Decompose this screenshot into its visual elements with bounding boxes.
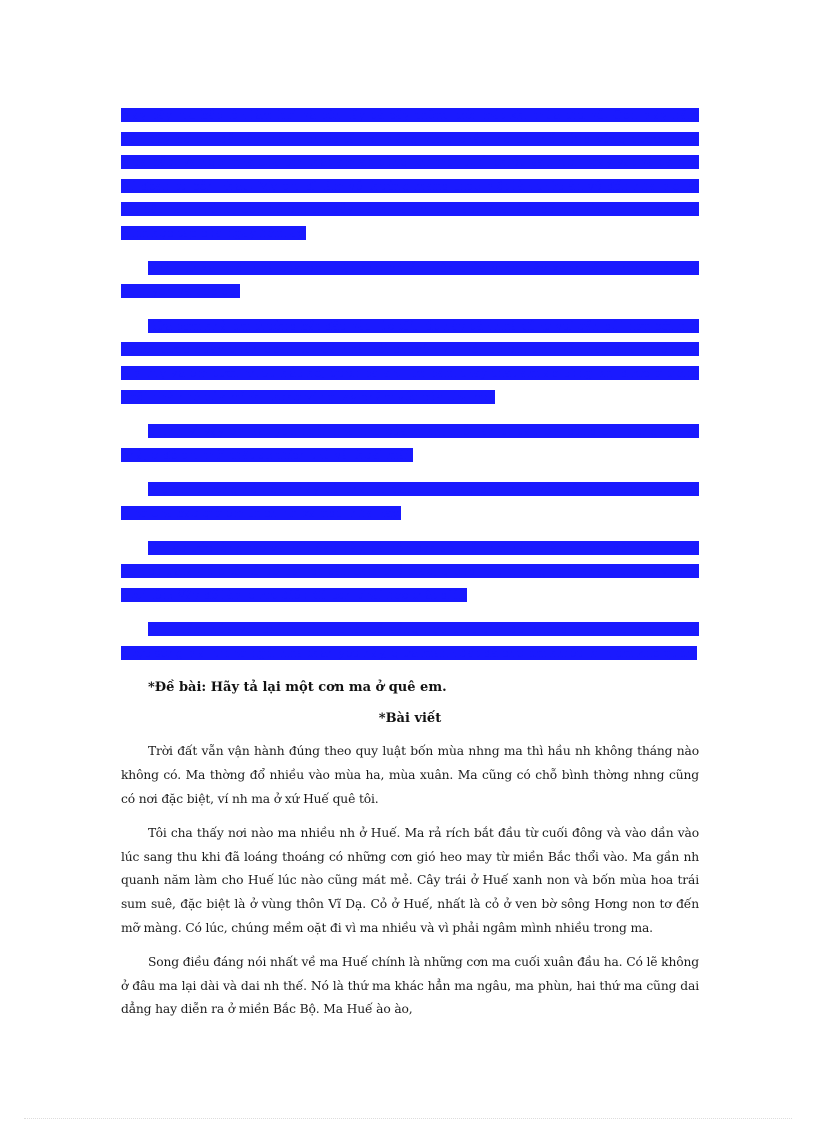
prompt-heading: *Đề bài: Hãy tả lại một cơn ma ở quê em. bbox=[148, 680, 447, 696]
highlighted-paragraph: Chính vì vậy em rất yêu ngôi nhà nhỏ của mình, mỗi lần đi đâu em cũng chỉ mong trở về nhà, ở đó em mới thật sự thích thú và thoải mái. bbox=[121, 424, 699, 462]
highlighted-paragraph: Nhìn từ xa ngôi nhà của em thật nhỏ bé ẩn hiện giữa vườn cây xanh tốt. Trông nó thật bình yên và đẹp đẽ. bbox=[121, 260, 699, 299]
highlighted-paragraph: Mẹ em thường nói: Sau này dù phải đi đâu con cũng phải nhớ về ngôi nhà này nhé. Thật lòng cha bao giờ em thích rời xa ngôi nhà này. bbox=[121, 482, 699, 520]
highlighted-paragraph: Em ao ước lòng mẹ và nói: Sau này, cả bên con sẽ biến nơi này thành một ngôi biệt thự to hơn có gara để ô tô, tô bể bơi, có sân chơi thể thao, giống như những ngôi nhà ở trên ti vi. Mẹ cười lên: Vậy để làm được điều đó con phải học thật giỏi. bbox=[121, 540, 699, 602]
essay-title: *Bài viết bbox=[378, 711, 442, 727]
page-bottom-divider bbox=[24, 1118, 792, 1119]
essay-paragraph: Tôi cha thấy nơi nào ma nhiều nh ở Huế. Ma rả rích bắt đầu từ cuối đông và vào dần vào lúc sang thu khi đã loáng thoáng có những cơn gió heo may từ miền Bắc thổi vào. Ma gần nh quanh năm làm cho Huế lúc nào cũng mát mẻ. Cây trái ở Huế xanh non và bốn mùa hoa trái sum suê, đặc biệt là ở vùng thôn Vĩ Dạ. Cỏ ở Huế, nhất là cỏ ở ven bờ sông Hơng non tơ đến mỡ màng. Có lúc, chúng mềm oặt đi vì ma nhiều và vì phải ngâm mình nhiều trong ma. bbox=[121, 826, 699, 935]
highlighted-paragraph: Bữa cơm nhà em thường bắt đầu vào lúc tối, lúc này căn nhà đông vui gần gũi hơn bởi mọi người được quây quần đoàn tụ. Cả nhà nói chuyện vui vẻ, bố em tinh vốn hay đùa nhiều khi làm mẹ và em cười nhiều nắc nẻ, quên cả ăn. Em cảm thấy thật ấm áp cùng khi được ở trong ngôi nhà nhỏ của mình, trong vòng tay chăm sóc của cha mẹ. bbox=[121, 318, 699, 404]
essay-body bbox=[121, 740, 699, 1022]
essay-paragraph: Song điều đáng nói nhất về ma Huế chính là những cơn ma cuối xuân đầu ha. Có lẽ không ở đâu ma lại dài và dai nh thế. Nó là thứ ma khác hẳn ma ngâu, ma phùn, hai thứ ma cũng dai dẳng hay diễn ra ở miền Bắc Bộ. Ma Huế ào ào, bbox=[121, 955, 699, 1017]
highlighted-section bbox=[121, 104, 699, 665]
highlighted-paragraph: Em thầm hứa với chính mình phải cố gắng học thật giỏi để không phụ lòng cha mẹ và được sống mãi trong ngôi nhà thân yêu này, giữa mảnh đất đã cho em nhiều kỉ niệm khó quên. bbox=[121, 622, 699, 660]
document-page bbox=[121, 104, 699, 1033]
essay-paragraph: Trời đất vẫn vận hành đúng theo quy luật bốn mùa nhng ma thì hầu nh không tháng nào không có. Ma thờng đổ nhiều vào mùa ha, mùa xuân. Ma cũng có chỗ bình thờng nhng cũng có nơi đặc biệt, ví nh ma ở xứ Huế quê tôi. bbox=[121, 744, 699, 806]
highlighted-paragraph: mấy cây me bắc lên làm bơi và còn lấy cả cây thông trời mát khi mùa thu về. Còn mấy năm gần đây bố em đã xây thành chiếc tầu xi măng vững chắc, nó có thể đứng vững được trong mưa bão. Và ngôi nhà của em thật ấm áp cùng khi mỗi buổi chiều sau mỗi ngày vất vả cả nhà lại đoàn tụ bên nhau. Mẹ em đi làm về thường mang theo một làn thức ăn về đến nhà mẹ lại tất bật nấu nướng, còn bố em thì dẫy cành, lá em tới rau. Vừa làm bố mẹ vừa hỏi em về tình hình học tập của ngày hôm ấy. bbox=[121, 108, 699, 240]
